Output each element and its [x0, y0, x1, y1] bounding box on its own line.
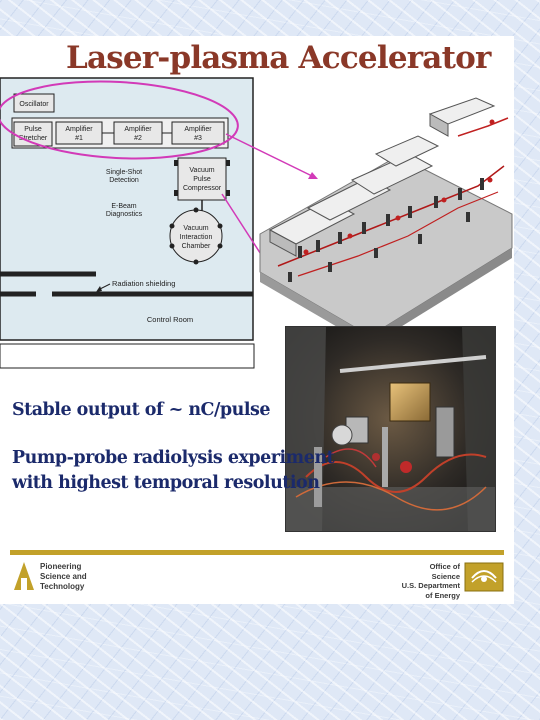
- slide-title: Laser-plasma Accelerator: [66, 40, 491, 76]
- bullet-pump-probe-line-2: with highest temporal resolution: [12, 473, 320, 493]
- bullet-output: Stable output of ~ nC/pulse: [12, 400, 270, 420]
- slide: [0, 36, 514, 604]
- compressor-label-1: Vacuum: [189, 167, 215, 174]
- compressor-port: [226, 160, 230, 166]
- amplifier-2-label-2: #2: [134, 135, 142, 142]
- amplifier-1-label-1: Amplifier: [65, 126, 93, 133]
- control-room-label: Control Room: [146, 315, 194, 324]
- chamber-port: [170, 244, 175, 249]
- footer-right-text: [400, 562, 460, 600]
- chamber-port: [218, 224, 223, 229]
- doe-logo-icon: [464, 562, 504, 592]
- pulse-stretcher-label-2: Stretcher: [18, 135, 48, 142]
- chamber-photo: [285, 326, 496, 532]
- bullet-pump-probe: [12, 446, 334, 496]
- footer-right-logo-block: [400, 560, 510, 600]
- chamber-label-1: Vacuum: [183, 225, 209, 232]
- compressor-label-3: Compressor: [182, 185, 222, 192]
- chamber-port: [170, 224, 175, 229]
- amplifier-2-label-1: Amplifier: [124, 126, 152, 133]
- footer-left-line-2: Science and: [40, 572, 87, 581]
- amplifier-3-label-2: #3: [194, 135, 202, 142]
- chamber-photo-art: [286, 327, 495, 531]
- amplifier-3-label-1: Amplifier: [184, 126, 212, 133]
- radiation-shielding-label: Radiation shielding: [112, 279, 176, 288]
- footer-right-line-3: of Energy: [425, 590, 460, 600]
- chamber-port: [218, 244, 223, 249]
- lab-logo-icon: [12, 560, 36, 592]
- single-shot-label-1: Single-Shot: [105, 169, 143, 176]
- footer-left-line-3: Technology: [40, 582, 85, 591]
- footer-right-line-1: Office of Science: [429, 562, 460, 581]
- chamber-port: [194, 260, 199, 265]
- bottom-bar: [0, 344, 254, 368]
- footer-left-logo-block: [12, 560, 132, 600]
- compressor-port: [226, 190, 230, 196]
- pulse-stretcher-label-1: Pulse: [24, 126, 42, 133]
- single-shot-label-2: Detection: [109, 177, 139, 184]
- chamber-label-3: Chamber: [181, 243, 211, 250]
- beam-path: [458, 118, 508, 136]
- footer-left-line-1: Pioneering: [40, 562, 82, 571]
- footer-left-text: [40, 562, 120, 592]
- footer-bar: [10, 550, 504, 555]
- amplifier-1-label-2: #1: [75, 135, 83, 142]
- ebeam-label-2: Diagnostics: [105, 211, 143, 218]
- bullet-pump-probe-line-1: Pump-probe radiolysis experiment: [12, 448, 335, 468]
- compressor-label-2: Pulse: [193, 176, 211, 183]
- chamber-label-2: Interaction: [179, 234, 213, 241]
- oscillator-label: Oscillator: [19, 101, 49, 108]
- ebeam-label-1: E-Beam: [111, 203, 137, 210]
- laser-table-rendering: [258, 96, 514, 346]
- chamber-port: [194, 208, 199, 213]
- compressor-port: [174, 160, 178, 166]
- footer-right-line-2: U.S. Department: [401, 581, 460, 590]
- compressor-port: [174, 190, 178, 196]
